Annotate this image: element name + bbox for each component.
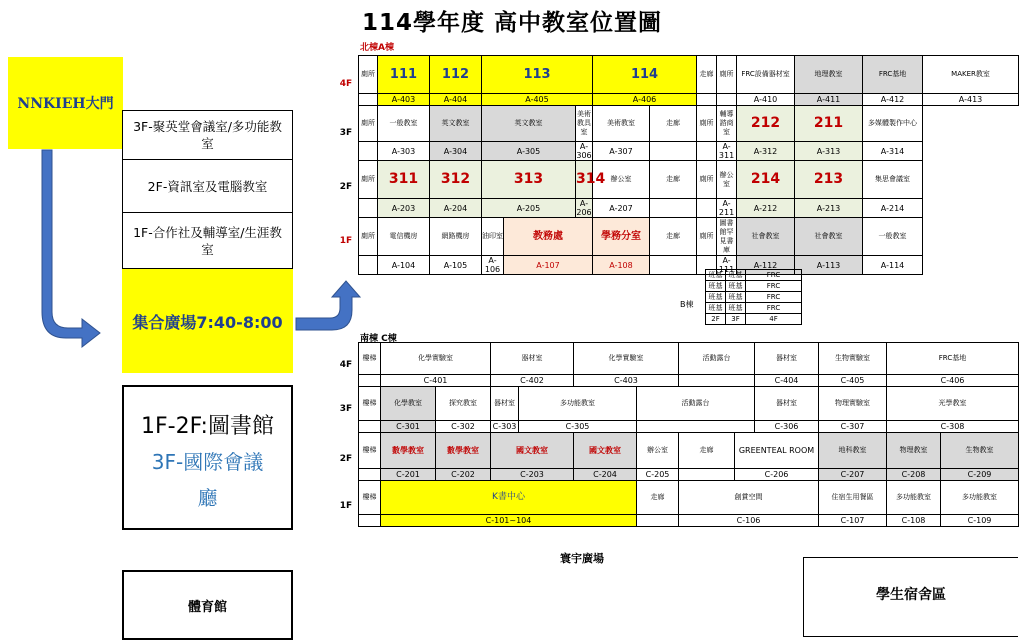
- room-code: C-204: [574, 469, 637, 481]
- room-112: 112: [430, 56, 482, 94]
- room-code: A-307: [593, 142, 650, 161]
- arrow-gate-to-plaza: [42, 150, 100, 347]
- restroom: 廁所: [359, 106, 378, 142]
- south-floor-3f: 3F: [339, 404, 353, 414]
- room-code: A-404: [430, 94, 482, 106]
- room-dining: 住宿生用餐區: [819, 481, 887, 515]
- room-multimedia: 多媒體製作中心: [863, 106, 923, 142]
- room-office: 辦公室: [593, 161, 650, 199]
- room-code: A-306: [576, 142, 592, 160]
- room-code: A-205: [482, 199, 576, 218]
- room-code: A-313: [795, 142, 863, 161]
- room-social: 社會教室: [795, 218, 863, 256]
- north-building-table: [358, 55, 1019, 275]
- room-311: 311: [378, 161, 430, 199]
- dormitory-area: 學生宿舍區: [803, 557, 1018, 637]
- room-code: A-113: [795, 256, 863, 275]
- room-equipment: 器材室: [491, 343, 574, 375]
- room-code: A-108: [593, 256, 650, 275]
- room-code: C-209: [941, 469, 1019, 481]
- room-code: C-106: [679, 515, 819, 527]
- restroom: 廁所: [697, 218, 717, 256]
- room-code: A-410: [737, 94, 795, 106]
- room-multipurpose: 多功能教室: [519, 387, 637, 421]
- room-office: 辦公室: [717, 161, 737, 199]
- room-code: A-211: [717, 199, 737, 218]
- room-111: 111: [378, 56, 430, 94]
- room-counseling: 輔導諮商室: [717, 106, 737, 142]
- assembly-plaza: 集合廣場7:40-8:00: [122, 269, 293, 373]
- page-title: 114學年度 高中教室位置圖: [361, 10, 663, 36]
- restroom: 廁所: [717, 56, 737, 94]
- room-code: A-114: [863, 256, 923, 275]
- room-general: 一般教室: [378, 106, 430, 142]
- room-code: A-203: [378, 199, 430, 218]
- room-code: A-412: [863, 94, 923, 106]
- north-floor-2f: 2F: [339, 182, 353, 192]
- room-code: C-207: [819, 469, 887, 481]
- b-building-table: [705, 269, 802, 325]
- north-floor-4f: 4F: [339, 79, 353, 89]
- corridor: 走廊: [650, 106, 697, 142]
- north-floor-3f: 3F: [339, 128, 353, 138]
- room-math: 數學教室: [436, 433, 491, 469]
- room-art-supplies: 美術教具室: [576, 106, 593, 142]
- room-frc-base: FRC基地: [887, 343, 1019, 375]
- restroom: 廁所: [359, 161, 378, 199]
- restroom: 廁所: [359, 218, 378, 256]
- room-114: 114: [593, 56, 697, 94]
- b-cell: 班基: [726, 303, 746, 314]
- south-floor-2f: 2F: [339, 454, 353, 464]
- room-211: 211: [795, 106, 863, 142]
- room-code: C-205: [637, 469, 679, 481]
- b-cell: FRC: [746, 270, 802, 281]
- corridor: 走廊: [637, 481, 679, 515]
- corridor: 走廊: [697, 56, 717, 94]
- floor-note-2f: 2F-資訊室及電腦教室: [122, 159, 293, 213]
- room-code: C-101~104: [381, 515, 637, 527]
- room-chemistry: 化學教室: [381, 387, 436, 421]
- corridor: 走廊: [650, 218, 697, 256]
- room-print: 油印室: [482, 218, 504, 256]
- b-cell: 3F: [726, 314, 746, 325]
- floor-note-3f: 3F-聚英堂會議室/多功能教室: [122, 110, 293, 160]
- room-code: C-406: [887, 375, 1019, 387]
- room-213: 213: [795, 161, 863, 199]
- room-code: C-307: [819, 421, 887, 433]
- b-cell: 2F: [706, 314, 726, 325]
- room-general: 一般教室: [863, 218, 923, 256]
- room-code: A-111: [717, 256, 737, 275]
- room-113: 113: [482, 56, 593, 94]
- room-code: A-305: [482, 142, 576, 161]
- room-code: C-404: [755, 375, 819, 387]
- room-biology: 生物教室: [941, 433, 1019, 469]
- main-gate: NNKIEH大門: [8, 57, 123, 149]
- room-214: 214: [737, 161, 795, 199]
- room-code: A-312: [737, 142, 795, 161]
- b-cell: 班基: [726, 292, 746, 303]
- room-code: A-104: [378, 256, 430, 275]
- room-code: A-411: [795, 94, 863, 106]
- room-frc-equipment: FRC設備器材室: [737, 56, 795, 94]
- room-code: A-214: [863, 199, 923, 218]
- room-code: A-106: [482, 256, 504, 275]
- room-chinese: 國文教室: [491, 433, 574, 469]
- room-equipment: 器材室: [755, 343, 819, 375]
- stairs: 樓梯: [359, 343, 381, 375]
- restroom: 廁所: [697, 106, 717, 142]
- room-code: A-405: [482, 94, 593, 106]
- b-cell: 班基: [726, 281, 746, 292]
- room-312: 312: [430, 161, 482, 199]
- room-chinese: 國文教室: [574, 433, 637, 469]
- room-code: C-302: [436, 421, 491, 433]
- room-code: A-406: [593, 94, 697, 106]
- room-code: C-201: [381, 469, 436, 481]
- room-greenteal: GREENTEAL ROOM: [735, 433, 819, 469]
- room-telecom: 電信機房: [378, 218, 430, 256]
- library-line-1: 1F-2F:圖書館: [141, 414, 274, 439]
- b-building-label: B棟: [680, 300, 694, 309]
- room-code: A-206: [576, 199, 592, 217]
- room-313: 313: [482, 161, 576, 199]
- global-plaza-label: 寰宇廣場: [560, 552, 604, 565]
- room-code: C-206: [735, 469, 819, 481]
- b-cell: 4F: [746, 314, 802, 325]
- room-optics: 光學教室: [887, 387, 1019, 421]
- south-floor-1f: 1F: [339, 501, 353, 511]
- room-academic-affairs: 教務處: [504, 218, 593, 256]
- room-code: A-314: [863, 142, 923, 161]
- room-inquiry: 探究教室: [436, 387, 491, 421]
- room-study-center: K書中心: [381, 481, 637, 515]
- room-art: 美術教室: [593, 106, 650, 142]
- north-building-label: 北棟A棟: [360, 43, 394, 53]
- restroom: 廁所: [697, 161, 717, 199]
- room-code: A-204: [430, 199, 482, 218]
- room-code: C-109: [941, 515, 1019, 527]
- room-code: C-202: [436, 469, 491, 481]
- room-creative-space: 創賞空間: [679, 481, 819, 515]
- gymnasium: 體育館: [122, 570, 293, 640]
- arrow-plaza-to-building: [296, 281, 360, 330]
- room-code: A-304: [430, 142, 482, 161]
- library-line-3: 廳: [197, 486, 218, 510]
- room-rare-books: 圖書館罕見書庫: [717, 218, 737, 256]
- room-code: A-212: [737, 199, 795, 218]
- room-multipurpose: 多功能教室: [887, 481, 941, 515]
- room-meeting: 集思會議室: [863, 161, 923, 199]
- room-code: C-305: [519, 421, 637, 433]
- b-cell: 班基: [706, 270, 726, 281]
- room-chemistry-lab: 化學實驗室: [574, 343, 679, 375]
- room-physics: 物理教室: [887, 433, 941, 469]
- room-chemistry-lab: 化學實驗室: [381, 343, 491, 375]
- terrace: 活動露台: [637, 387, 755, 421]
- room-code: A-303: [378, 142, 430, 161]
- stairs: 樓梯: [359, 481, 381, 515]
- room-code: A-311: [717, 142, 737, 161]
- room-code: A-403: [378, 94, 430, 106]
- room-code: A-112: [737, 256, 795, 275]
- b-cell: FRC: [746, 292, 802, 303]
- room-code: A-413: [923, 94, 1019, 106]
- b-cell: 班基: [706, 303, 726, 314]
- room-code: A-207: [593, 199, 650, 218]
- room-code: A-105: [430, 256, 482, 275]
- room-code: C-405: [819, 375, 887, 387]
- room-frc-base: FRC基地: [863, 56, 923, 94]
- stairs: 樓梯: [359, 433, 381, 469]
- room-code: C-308: [887, 421, 1019, 433]
- room-code: C-306: [755, 421, 819, 433]
- south-building-label: 南棟 C棟: [360, 334, 397, 344]
- b-cell: FRC: [746, 281, 802, 292]
- room-student-affairs: 學務分室: [593, 218, 650, 256]
- room-office: 辦公室: [637, 433, 679, 469]
- room-earth-science: 地科教室: [819, 433, 887, 469]
- b-cell: 班基: [726, 270, 746, 281]
- b-cell: 班基: [706, 281, 726, 292]
- room-code: C-303: [491, 421, 519, 433]
- south-building-table: [358, 342, 1019, 527]
- north-floor-1f: 1F: [339, 236, 353, 246]
- room-code: C-107: [819, 515, 887, 527]
- room-equipment: 器材室: [491, 387, 519, 421]
- room-english: 英文教室: [482, 106, 576, 142]
- room-physics-lab: 物理實驗室: [819, 387, 887, 421]
- room-english: 英文教室: [430, 106, 482, 142]
- room-code: C-203: [491, 469, 574, 481]
- corridor: 走廊: [679, 433, 735, 469]
- library-line-2: 3F-國際會議: [151, 450, 264, 474]
- room-code: C-301: [381, 421, 436, 433]
- floor-note-1f: 1F-合作社及輔導室/生涯教室: [122, 212, 293, 269]
- room-math: 數學教室: [381, 433, 436, 469]
- room-code: C-402: [491, 375, 574, 387]
- room-maker: MAKER教室: [923, 56, 1019, 94]
- b-cell: 班基: [706, 292, 726, 303]
- stairs: 樓梯: [359, 387, 381, 421]
- room-code: A-213: [795, 199, 863, 218]
- room-biology-lab: 生物實驗室: [819, 343, 887, 375]
- b-cell: FRC: [746, 303, 802, 314]
- restroom: 廁所: [359, 56, 378, 94]
- room-network: 網路機房: [430, 218, 482, 256]
- room-code: C-401: [381, 375, 491, 387]
- room-equipment: 器材室: [755, 387, 819, 421]
- room-code: C-403: [574, 375, 679, 387]
- room-geography: 地理教室: [795, 56, 863, 94]
- terrace: 活動露台: [679, 343, 755, 375]
- room-212: 212: [737, 106, 795, 142]
- south-floor-4f: 4F: [339, 360, 353, 370]
- room-314: 314: [576, 161, 593, 199]
- room-multipurpose: 多功能教室: [941, 481, 1019, 515]
- room-code: A-107: [504, 256, 593, 275]
- room-code: C-208: [887, 469, 941, 481]
- room-social: 社會教室: [737, 218, 795, 256]
- corridor: 走廊: [650, 161, 697, 199]
- room-code: C-108: [887, 515, 941, 527]
